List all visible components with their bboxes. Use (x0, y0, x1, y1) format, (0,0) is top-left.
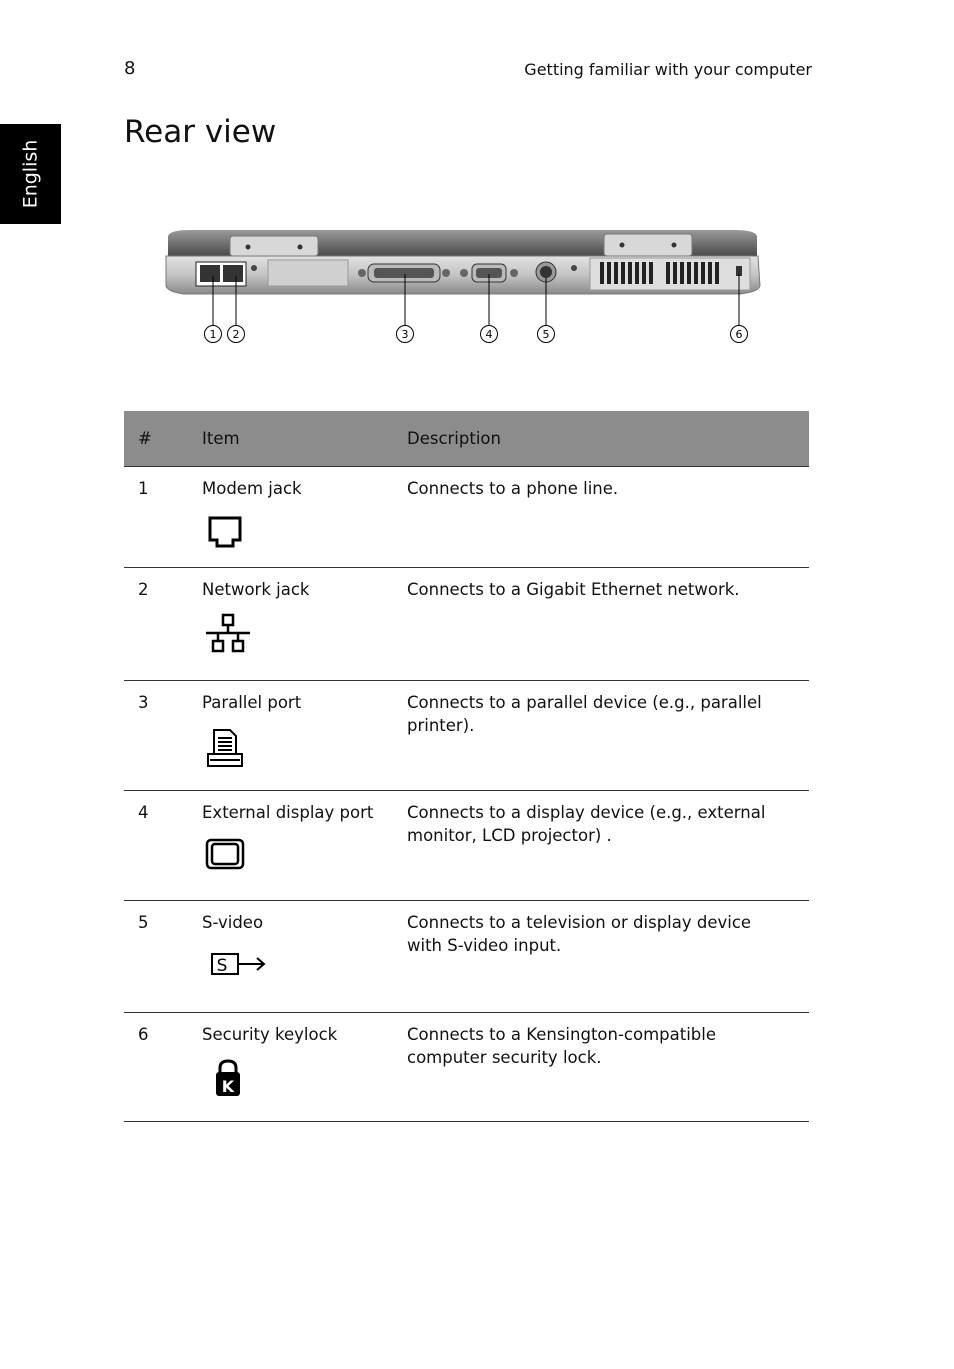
row-description: Connects to a phone line. (393, 467, 809, 568)
callout-6: 6 (735, 328, 743, 341)
row-item-label: Network jack (202, 580, 310, 599)
monitor-icon (202, 836, 246, 872)
header-description: Description (393, 411, 809, 467)
kensington-lock-icon (202, 1058, 246, 1098)
network-icon (202, 613, 254, 659)
row-number: 4 (124, 791, 188, 901)
row-item (188, 901, 393, 1013)
side-tab-label: English (19, 139, 42, 209)
row-number: 1 (124, 467, 188, 568)
callout-3: 3 (401, 328, 409, 341)
row-item-label: External display port (202, 803, 374, 822)
callout-2: 2 (232, 328, 240, 341)
row-description: Connects to a Kensington-compatible computer security lock. (393, 1013, 809, 1122)
row-item-label: Parallel port (202, 693, 302, 712)
table-row (124, 901, 809, 1013)
callout-4: 4 (485, 328, 493, 341)
lock-icon-letter: K (221, 1077, 235, 1096)
rear-view-table (124, 411, 809, 1122)
table-row (124, 681, 809, 791)
row-description: Connects to a display device (e.g., external monitor, LCD projector) . (393, 791, 809, 901)
row-number: 2 (124, 568, 188, 681)
row-item (188, 568, 393, 681)
row-item (188, 681, 393, 791)
row-item (188, 1013, 393, 1122)
row-item-label: Modem jack (202, 479, 302, 498)
running-header: Getting familiar with your computer (524, 60, 812, 79)
row-number: 3 (124, 681, 188, 791)
modem-jack-icon (202, 512, 242, 550)
page-number: 8 (124, 58, 136, 79)
row-item (188, 467, 393, 568)
table-row (124, 1013, 809, 1122)
row-number: 6 (124, 1013, 188, 1122)
page-title: Rear view (124, 114, 277, 150)
callout-markers (205, 326, 748, 343)
laptop-rear-figure (160, 222, 764, 352)
s-video-icon-letter: S (216, 956, 228, 976)
row-description: Connects to a parallel device (e.g., parallel printer). (393, 681, 809, 791)
row-item-label: Security keylock (202, 1025, 338, 1044)
row-item-label: S-video (202, 913, 264, 932)
language-side-tab (0, 124, 61, 224)
table-header-row (124, 411, 809, 467)
header-number: # (124, 411, 188, 467)
row-description: Connects to a Gigabit Ethernet network. (393, 568, 809, 681)
row-description: Connects to a television or display device with S-video input. (393, 901, 809, 1013)
printer-icon (202, 726, 246, 770)
row-number: 5 (124, 901, 188, 1013)
table-row (124, 791, 809, 901)
table-row (124, 467, 809, 568)
callout-5: 5 (542, 328, 550, 341)
header-item: Item (188, 411, 393, 467)
table-row (124, 568, 809, 681)
callout-1: 1 (209, 328, 217, 341)
row-item (188, 791, 393, 901)
s-video-icon (202, 946, 268, 982)
